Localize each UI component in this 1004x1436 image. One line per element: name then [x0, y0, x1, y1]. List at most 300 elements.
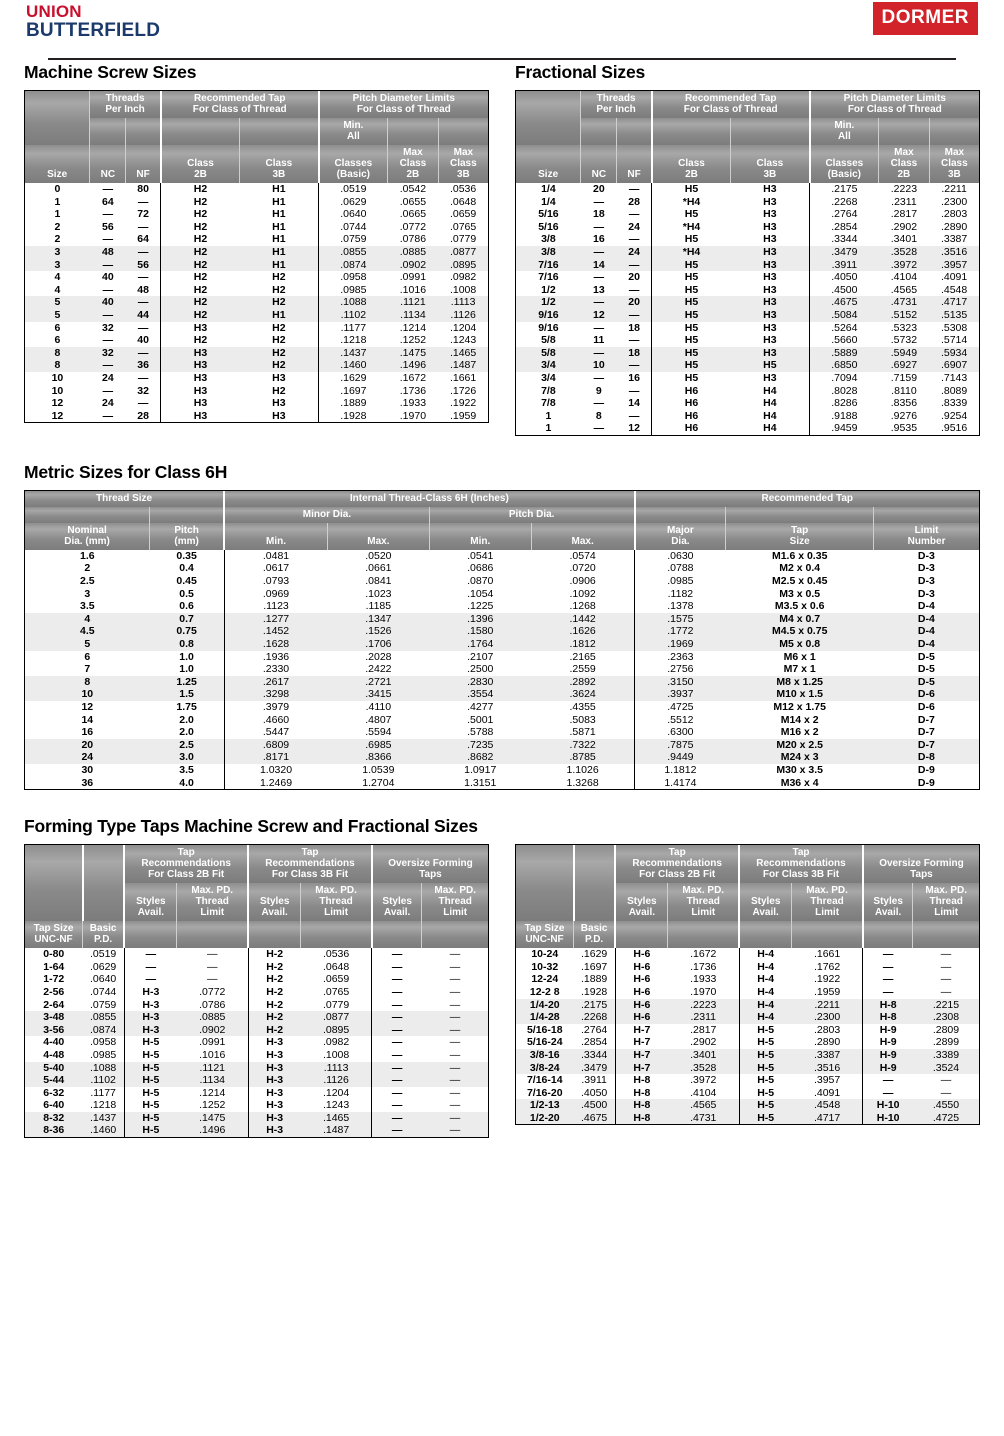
table-cell: .1121 [388, 296, 439, 309]
hdr-pitch: Pitch (mm) [150, 523, 225, 550]
table-cell: 28 [617, 196, 652, 209]
col-internal-thread: Internal Thread-Class 6H (Inches) [224, 491, 634, 507]
header-divider [48, 58, 956, 60]
table-cell: H-8 [863, 999, 913, 1012]
table-cell: 12 [51, 397, 64, 410]
table-cell: M30 x 3.5 [776, 763, 824, 776]
metric-title: Metric Sizes for Class 6H [24, 461, 228, 482]
table-cell: .0985 [667, 575, 694, 588]
table-cell: .1214 [177, 1087, 248, 1100]
table-cell: .6850 [810, 359, 879, 372]
table-cell: 80 [126, 183, 161, 196]
table-row [516, 208, 979, 221]
hdr-max2b: Max Class 2B [388, 145, 439, 183]
table-cell: .4565 [890, 283, 918, 296]
table-cell: 56 [126, 259, 161, 272]
table-cell: H4 [731, 385, 810, 398]
machine-screw-table-wrap [24, 90, 489, 423]
table-cell: .1487 [438, 359, 488, 372]
table-cell: .5084 [810, 309, 879, 322]
table-cell: .3344 [574, 1049, 616, 1062]
table-row [516, 1087, 979, 1100]
table-cell: 1.75 [150, 701, 225, 714]
table-cell: 12-2 8 [529, 985, 560, 998]
table-cell: .2803 [940, 208, 968, 221]
table-cell: .7322 [531, 739, 634, 752]
table-cell: — [391, 1048, 403, 1061]
table-row [516, 1099, 979, 1112]
table-cell: 24 [25, 751, 150, 764]
table-cell: .8110 [891, 384, 917, 397]
table-cell: .2363 [667, 650, 694, 663]
table-cell: H-5 [757, 1086, 775, 1099]
table-row [516, 259, 979, 272]
table-cell: .1134 [388, 309, 439, 322]
table-cell: 40 [126, 334, 161, 347]
table-cell: 2.0 [150, 714, 225, 727]
table-cell: 40 [101, 271, 114, 284]
table-cell: H-3 [124, 1011, 177, 1024]
table-cell: .9188 [831, 409, 858, 422]
table-cell: .0793 [262, 575, 290, 588]
table-cell: 6-40 [43, 1099, 65, 1112]
table-cell: .0779 [301, 999, 372, 1012]
table-cell: H2 [240, 334, 319, 347]
table-cell: H2 [240, 284, 319, 297]
table-cell: H-8 [615, 1112, 668, 1125]
table-cell: .0982 [301, 1036, 372, 1049]
table-cell: — [940, 1074, 952, 1087]
table-cell: H5 [684, 334, 699, 347]
table-cell: .5660 [831, 334, 858, 347]
table-cell: 5-40 [25, 1062, 83, 1075]
table-cell: H2 [161, 259, 240, 272]
table-cell: 10 [51, 371, 64, 384]
table-cell: .1626 [531, 625, 634, 638]
table-cell: — [126, 271, 161, 284]
table-cell: 36 [81, 776, 94, 789]
table-cell: — [391, 998, 403, 1011]
table-cell: D-3 [917, 587, 935, 600]
table-cell: 7/16-14 [526, 1074, 563, 1087]
table-cell: .0885 [388, 246, 439, 259]
table-cell: H3 [193, 384, 208, 397]
col-basic-pd [574, 845, 616, 921]
table-cell: H-9 [863, 1049, 913, 1062]
table-cell: — [617, 183, 652, 196]
table-cell: .4548 [792, 1099, 863, 1112]
table-cell: 18 [592, 208, 605, 221]
col-basic-pd [83, 845, 125, 921]
table-cell: 5/16 [538, 208, 559, 221]
table-cell: .1225 [467, 600, 494, 613]
table-cell: .6809 [224, 739, 327, 752]
table-cell: H-7 [615, 1062, 668, 1075]
table-cell: — [940, 973, 952, 986]
table-cell: M3.5 x 0.6 [774, 600, 825, 613]
machine-screw-title: Machine Screw Sizes [24, 62, 197, 82]
table-cell: H2 [240, 347, 319, 360]
table-cell: .6907 [929, 359, 979, 372]
machine-screw-tbody [25, 183, 488, 422]
table-cell: .5135 [929, 309, 979, 322]
table-cell: H-3 [266, 1099, 284, 1112]
table-cell: .5934 [929, 347, 979, 360]
hdr-styles-2b: Styles Avail. [615, 883, 668, 921]
table-cell: .8171 [224, 751, 327, 764]
hdr-blank4 [792, 921, 863, 948]
table-row [516, 334, 979, 347]
table-cell: — [617, 309, 652, 322]
table-cell: H1 [240, 221, 319, 234]
col-nominal [25, 507, 150, 523]
col-rec-2b: Tap Recommendations For Class 2B Fit [124, 845, 248, 883]
table-cell: H-4 [739, 999, 792, 1012]
table-cell: .9276 [890, 409, 918, 422]
table-cell: M2.5 x 0.45 [771, 575, 828, 588]
table-cell: .5083 [531, 714, 634, 727]
table-cell: 5 [25, 638, 150, 651]
table-cell: 0-80 [43, 948, 65, 961]
table-row [25, 271, 488, 284]
table-cell: .0542 [399, 183, 427, 195]
forming-left-thead [25, 845, 488, 948]
table-row [25, 588, 979, 601]
table-cell: .4277 [467, 701, 494, 713]
table-cell: — [449, 985, 461, 998]
table-cell: 5/8 [516, 347, 581, 360]
table-cell: H2 [240, 359, 319, 372]
table-cell: H3 [731, 221, 810, 234]
table-cell: .2211 [941, 183, 967, 195]
table-cell: .0877 [301, 1011, 372, 1024]
table-row [25, 948, 488, 961]
table-cell: .2854 [574, 1036, 616, 1049]
table-cell: — [449, 1048, 461, 1061]
col-max3b [929, 118, 979, 145]
table-cell: .4500 [831, 283, 858, 296]
table-cell: .1465 [438, 347, 488, 360]
table-cell: .4731 [668, 1112, 739, 1125]
table-cell: .2175 [574, 999, 616, 1012]
table-cell: H-5 [124, 1112, 177, 1125]
table-cell: .1959 [792, 986, 863, 999]
table-row [25, 259, 488, 272]
table-cell: .3554 [429, 688, 531, 701]
hdr-basic-pd: Basic P.D. [83, 921, 125, 948]
table-cell: .2892 [531, 676, 634, 689]
table-cell: — [617, 359, 652, 372]
table-cell: .8028 [831, 384, 858, 397]
table-cell: — [940, 1086, 952, 1099]
table-cell: .1243 [301, 1099, 372, 1112]
table-cell: H1 [240, 183, 319, 196]
table-cell: 3/8 [516, 246, 581, 259]
table-row [25, 676, 979, 689]
table-cell: .0481 [262, 549, 290, 562]
table-cell: .2500 [467, 663, 494, 676]
table-cell: M7 x 1 [783, 663, 816, 676]
table-cell: .4660 [262, 713, 290, 726]
table-cell: .2902 [890, 220, 918, 233]
table-cell: — [449, 973, 461, 986]
table-row [516, 973, 979, 986]
table-cell: .7235 [429, 739, 531, 752]
col-recommended-tap: Recommended Tap For Class of Thread [161, 91, 319, 118]
table-cell: .1214 [399, 321, 427, 334]
fractional-table [516, 91, 979, 435]
table-cell: .2268 [574, 1011, 616, 1024]
table-cell: H3 [731, 309, 810, 322]
table-cell: — [177, 961, 248, 974]
table-cell: — [422, 1112, 488, 1125]
table-cell: — [145, 960, 157, 973]
table-cell: H2 [193, 183, 208, 195]
table-cell: — [391, 973, 403, 986]
table-cell: .1922 [449, 397, 477, 410]
col-blank [516, 91, 581, 145]
table-cell: 5-44 [25, 1074, 83, 1087]
table-cell: H3 [731, 347, 810, 360]
table-cell: — [102, 208, 114, 221]
col-tapsize [726, 507, 874, 523]
table-row [516, 271, 979, 284]
table-cell: 16 [617, 372, 652, 385]
table-cell: *H4 [652, 246, 731, 259]
table-cell: 2.0 [150, 726, 225, 739]
table-cell: .2902 [668, 1036, 739, 1049]
table-cell: 8 [25, 347, 90, 360]
table-cell: .1465 [301, 1112, 372, 1125]
table-cell: 8-32 [25, 1112, 83, 1125]
table-cell: .1204 [449, 321, 477, 334]
table-cell: .0759 [83, 999, 125, 1012]
table-cell: 64 [126, 233, 161, 246]
table-cell: — [145, 948, 157, 961]
hdr-blank1 [124, 921, 177, 948]
table-cell: — [372, 1062, 422, 1075]
hdr-blank3 [739, 921, 792, 948]
table-row [25, 233, 488, 246]
table-cell: .1437 [83, 1112, 125, 1125]
table-cell: 14 [617, 397, 652, 410]
table-cell: 20 [617, 271, 652, 284]
table-cell: .2223 [890, 183, 918, 195]
table-cell: .1008 [301, 1049, 372, 1062]
table-cell: .0617 [262, 562, 290, 575]
table-cell: — [90, 259, 126, 272]
table-cell: .0648 [449, 195, 477, 208]
table-row [25, 651, 979, 664]
col-pitch-dia: Pitch Dia. [429, 507, 634, 523]
table-cell: H3 [161, 359, 240, 372]
col-nc [581, 118, 617, 145]
table-cell: .0536 [301, 948, 372, 961]
table-cell: .8785 [531, 751, 634, 764]
table-cell: H-4 [757, 973, 775, 986]
table-cell: H-2 [266, 948, 284, 961]
table-cell: .1378 [667, 600, 694, 613]
table-cell: 8 [25, 676, 150, 689]
table-cell: .1102 [83, 1074, 125, 1087]
table-cell: .4091 [940, 271, 968, 284]
table-cell: .0765 [301, 986, 372, 999]
table-cell: H3 [193, 321, 208, 334]
table-cell: .3911 [810, 259, 879, 272]
table-cell: .5512 [667, 713, 694, 726]
table-cell: 16 [592, 233, 605, 246]
table-cell: .4104 [668, 1087, 739, 1100]
hdr-blank6 [913, 921, 979, 948]
union-butterfield-logo-line1: UNION [26, 2, 82, 21]
table-cell: M12 x 1.75 [773, 701, 826, 713]
table-cell: 20 [617, 296, 652, 309]
table-cell: 18 [617, 322, 652, 335]
table-cell: 1/2 [516, 296, 581, 309]
table-cell: 3-56 [25, 1024, 83, 1037]
table-row [25, 196, 488, 209]
table-cell: H2 [193, 283, 208, 296]
table-cell: .1204 [301, 1087, 372, 1100]
table-cell: 1.3151 [464, 776, 497, 789]
table-cell: H3 [240, 397, 319, 410]
forming-right-wrap [515, 844, 980, 1125]
machine-screw-section [24, 62, 489, 436]
table-cell: .1277 [224, 613, 327, 626]
table-row [25, 726, 979, 739]
table-cell: .0895 [301, 1024, 372, 1037]
table-cell: .9516 [940, 422, 968, 435]
table-cell: .1126 [301, 1074, 372, 1087]
table-cell: 0.45 [150, 575, 225, 588]
hdr-maxpd-3b: Max. PD. Thread Limit [792, 883, 863, 921]
table-cell: .2223 [668, 999, 739, 1012]
table-cell: D-6 [874, 688, 979, 701]
table-cell: — [940, 948, 952, 961]
table-cell: H-5 [739, 1112, 792, 1125]
table-cell: — [940, 960, 952, 973]
table-cell: — [372, 1074, 422, 1087]
table-cell: 12 [581, 309, 617, 322]
table-cell: 1/4-28 [516, 1011, 574, 1024]
hdr-styles-3b: Styles Avail. [739, 883, 792, 921]
table-cell: H3 [731, 208, 810, 221]
hdr-minor-min: Min. [224, 523, 327, 550]
table-cell: 1.5 [150, 688, 225, 701]
table-row [25, 1036, 488, 1049]
table-cell: .1969 [635, 638, 726, 651]
table-cell: .2830 [429, 676, 531, 689]
table-cell: .4550 [913, 1099, 979, 1112]
hdr-styles-2b: Styles Avail. [124, 883, 177, 921]
table-cell: .0855 [83, 1011, 125, 1024]
forming-right [515, 844, 980, 1138]
table-cell: .0629 [340, 195, 367, 208]
table-cell: H-3 [266, 1048, 284, 1061]
table-cell: H-3 [266, 1086, 284, 1099]
hdr-min-all: Classes (Basic) [319, 145, 388, 183]
table-cell: H5 [684, 271, 699, 284]
table-cell: .1928 [574, 986, 616, 999]
table-cell: .0519 [83, 948, 125, 961]
table-cell: .2175 [831, 183, 858, 195]
table-cell: .0991 [399, 271, 427, 284]
page-header [24, 0, 980, 62]
table-row [25, 575, 979, 588]
table-cell: H-5 [124, 1074, 177, 1087]
table-cell: .1113 [438, 296, 488, 309]
table-cell: M20 x 2.5 [726, 739, 874, 752]
table-cell: .4725 [667, 701, 694, 713]
table-cell: H-5 [124, 1062, 177, 1075]
table-cell: M14 x 2 [780, 713, 819, 726]
table-cell: — [581, 246, 617, 259]
table-cell: .8089 [940, 384, 968, 397]
table-cell: .2268 [831, 195, 858, 208]
hdr-maxpd-os: Max. PD. Thread Limit [422, 883, 488, 921]
table-cell: 2-56 [43, 985, 65, 998]
table-cell: .4731 [879, 296, 930, 309]
table-cell: M4.5 x 0.75 [726, 625, 874, 638]
table-cell: 3.0 [150, 751, 225, 764]
table-cell: .3298 [224, 688, 327, 701]
table-cell: .1177 [83, 1087, 125, 1100]
table-cell: .5714 [940, 334, 968, 347]
table-cell: .0640 [83, 973, 125, 986]
table-cell: H-9 [879, 1023, 897, 1036]
table-cell: H3 [193, 397, 208, 410]
table-cell: 1/2 [541, 283, 556, 296]
table-cell: 14 [81, 713, 94, 726]
hdr-blank5 [372, 921, 422, 948]
table-row [25, 1062, 488, 1075]
table-cell: .1008 [449, 283, 477, 296]
table-cell: .3389 [913, 1049, 979, 1062]
table-cell: H-2 [266, 973, 284, 986]
table-cell: 9/16 [538, 321, 559, 334]
table-cell: D-4 [874, 638, 979, 651]
table-cell: — [882, 948, 894, 961]
table-cell: .1526 [327, 625, 429, 638]
table-cell: .4565 [668, 1099, 739, 1112]
table-cell: 4-40 [43, 1036, 65, 1049]
col-rec-3b: Tap Recommendations For Class 3B Fit [248, 845, 372, 883]
table-cell: H-4 [757, 985, 775, 998]
hdr-blank2 [668, 921, 739, 948]
table-cell: — [449, 948, 461, 961]
table-row [25, 999, 488, 1012]
table-cell: 6 [54, 321, 61, 334]
table-row [25, 1099, 488, 1112]
table-cell: H-6 [615, 999, 668, 1012]
table-cell: .2330 [262, 663, 290, 676]
table-row [516, 233, 979, 246]
table-cell: 72 [126, 208, 161, 221]
table-row [25, 973, 488, 986]
table-row [25, 550, 979, 563]
table-cell: .0874 [83, 1024, 125, 1037]
table-cell: H-4 [739, 1011, 792, 1024]
table-cell: H4 [731, 422, 810, 435]
col-recommended-tap: Recommended Tap For Class of Thread [652, 91, 810, 118]
table-cell: — [126, 221, 161, 234]
table-cell: H6 [684, 422, 699, 435]
table-cell: — [593, 397, 605, 410]
forming-left-wrap [24, 844, 489, 1138]
table-cell: — [593, 195, 605, 208]
col-class2b [652, 118, 731, 145]
hdr-max3b: Max Class 3B [929, 145, 979, 183]
